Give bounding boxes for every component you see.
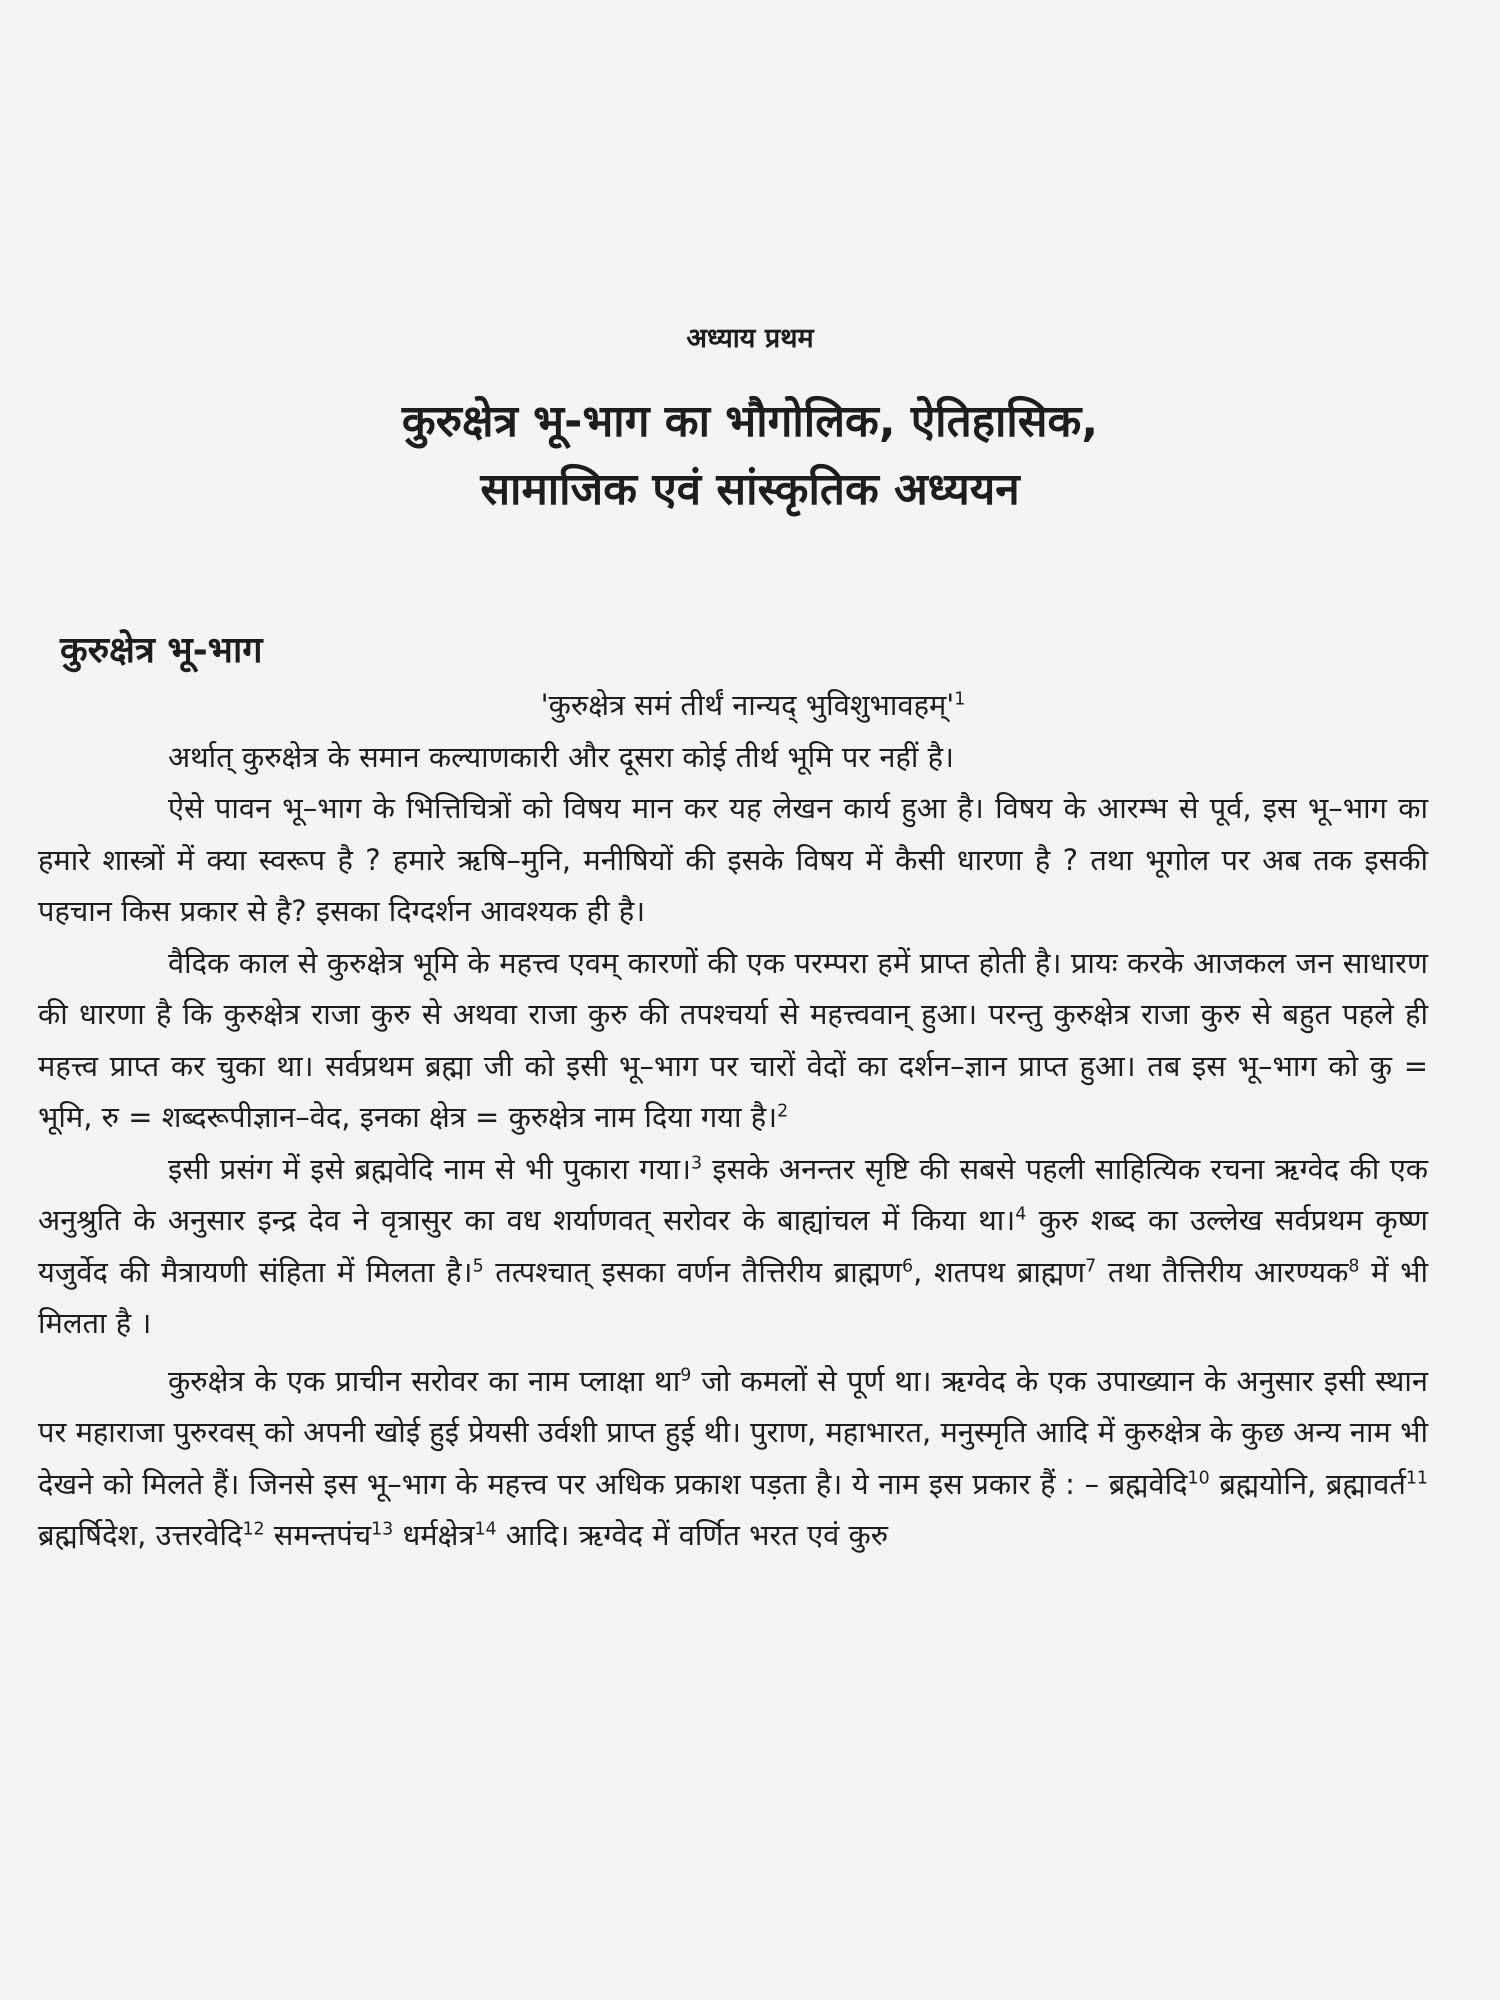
paragraph-3-text: वैदिक काल से कुरुक्षेत्र भूमि के महत्त्व एवम् कारणों की एक परम्परा हमें प्राप्त होती है। प्रायः करके आजकल जन साधारण की धारणा है कि कुरुक्षेत्र राजा कुरु से अथवा राजा कुरु की तपश्चर्या से महत्त्ववान् हुआ। परन्तु कुरुक्षेत्र राजा कुरु से बहुत पहले ही महत्त्व प्राप्त कर चुका था। सर्वप्रथम ब्रह्मा जी को इसी भू–भाग पर चारों वेदों का दर्शन–ज्ञान प्राप्त हुआ। तब इस भू–भाग को कु = भूमि, रु = शब्दरूपीज्ञान–वेद, इनका क्षेत्र = कुरुक्षेत्र नाम दिया गया है। (38, 945, 1428, 1134)
chapter-label: अध्याय प्रथम (686, 323, 814, 354)
paragraph-5-text: आदि। ऋग्वेद में वर्णित भरत एवं कुरु (496, 1518, 889, 1552)
footnote-ref: 13 (371, 1519, 394, 1540)
paragraph-4-text: में भी मिलता है । (38, 1254, 1428, 1340)
body-text (38, 680, 1428, 1562)
paragraph-5-text: ब्रह्मयोनि, ब्रह्मावर्त (1209, 1466, 1406, 1501)
chapter-title-line-1: कुरुक्षेत्र भू-भाग का भौगोलिक, ऐतिहासिक, (401, 396, 1099, 447)
chapter-title (0, 388, 1500, 524)
paragraph-4-text: तथा तैत्तिरीय आरण्यक (1096, 1254, 1349, 1289)
paragraph-3 (38, 938, 1428, 1144)
paragraph-2: ऐसे पावन भू–भाग के भित्तिचित्रों को विषय मान कर यह लेखन कार्य हुआ है। विषय के आरम्भ से पूर्व, इस भू–भाग का हमारे शास्त्रों में क्या स्वरूप है ? हमारे ऋषि–मुनि, मनीषियों की इसके विषय में कैसी धारणा है ? तथा भूगोल पर अब तक इसकी पहचान किस प्रकार से है? इसका दिग्दर्शन आवश्यक ही है। (38, 791, 1428, 928)
paragraph-1: अर्थात् कुरुक्षेत्र के समान कल्याणकारी और दूसरा कोई तीर्थ भूमि पर नहीं है। (168, 739, 955, 774)
quote-text: 'कुरुक्षेत्र समं तीर्थं नान्यद् भुविशुभावहम्' (540, 688, 955, 722)
paragraph-5-text: कुरुक्षेत्र के एक प्राचीन सरोवर का नाम प्लाक्षा था (168, 1363, 681, 1398)
footnote-ref: 10 (1187, 1467, 1210, 1488)
paragraph-4-text: तत्पश्चात् इसका वर्णन तैत्तिरीय ब्राह्मण (483, 1254, 902, 1289)
paragraph-5-text: ब्रह्मर्षिदेश, उत्तरवेदि (38, 1518, 243, 1552)
paragraph-4-text: कुरु शब्द का उल्लेख सर्वप्रथम कृष्ण यजुर्वेद की मैत्रायणी संहिता में मिलता है। (38, 1203, 1428, 1289)
footnote-ref: 3 (690, 1152, 703, 1173)
paragraph-4-text: , शतपथ ब्राह्मण (913, 1254, 1086, 1289)
paragraph-5-text: धर्मक्षेत्र (393, 1518, 475, 1552)
chapter-title-line-2: सामाजिक एवं सांस्कृतिक अध्ययन (480, 464, 1020, 515)
footnote-ref: 7 (1085, 1255, 1097, 1276)
footnote-ref: 9 (680, 1364, 692, 1385)
footnote-ref: 8 (1348, 1255, 1360, 1276)
footnote-ref: 6 (902, 1255, 914, 1276)
paragraph-4-text: इसके अनन्तर सृष्टि की सबसे पहली साहित्यिक रचना ऋग्वेद की एक अनुश्रुति के अनुसार इन्द्र देव ने वृत्रासुर का वध शर्याणवत् सरोवर के बाह्यांचल में किया था। (38, 1151, 1428, 1237)
footnote-ref: 1 (954, 689, 966, 710)
paragraph-4 (38, 1144, 1428, 1350)
footnote-ref: 12 (242, 1519, 265, 1540)
footnote-ref: 5 (472, 1255, 484, 1276)
footnote-ref: 2 (777, 1101, 789, 1122)
footnote-ref: 14 (474, 1519, 497, 1540)
paragraph-4-text: इसी प्रसंग में इसे ब्रह्मवेदि नाम से भी पुकारा गया। (168, 1151, 691, 1186)
paragraph-5 (38, 1356, 1428, 1562)
paragraph-5-text: जो कमलों से पूर्ण था। ऋग्वेद के एक उपाख्यान के अनुसार इसी स्थान पर महाराजा पुरुरवस् को अपनी खोई हुई प्रेयसी उर्वशी प्राप्त हुई थी। पुराण, महाभारत, मनुस्मृति आदि में कुरुक्षेत्र के कुछ अन्य नाम भी देखने को मिलते हैं। जिनसे इस भू–भाग के महत्त्व पर अधिक प्रकाश पड़ता है। ये नाम इस प्रकार हैं : – ब्रह्मवेदि (38, 1363, 1428, 1501)
sanskrit-quote (38, 680, 1428, 732)
footnote-ref: 4 (1015, 1204, 1027, 1225)
section-heading: कुरुक्षेत्र भू-भाग (60, 630, 263, 671)
paragraph-5-text: समन्तपंच (264, 1518, 372, 1552)
footnote-ref: 11 (1405, 1467, 1428, 1488)
